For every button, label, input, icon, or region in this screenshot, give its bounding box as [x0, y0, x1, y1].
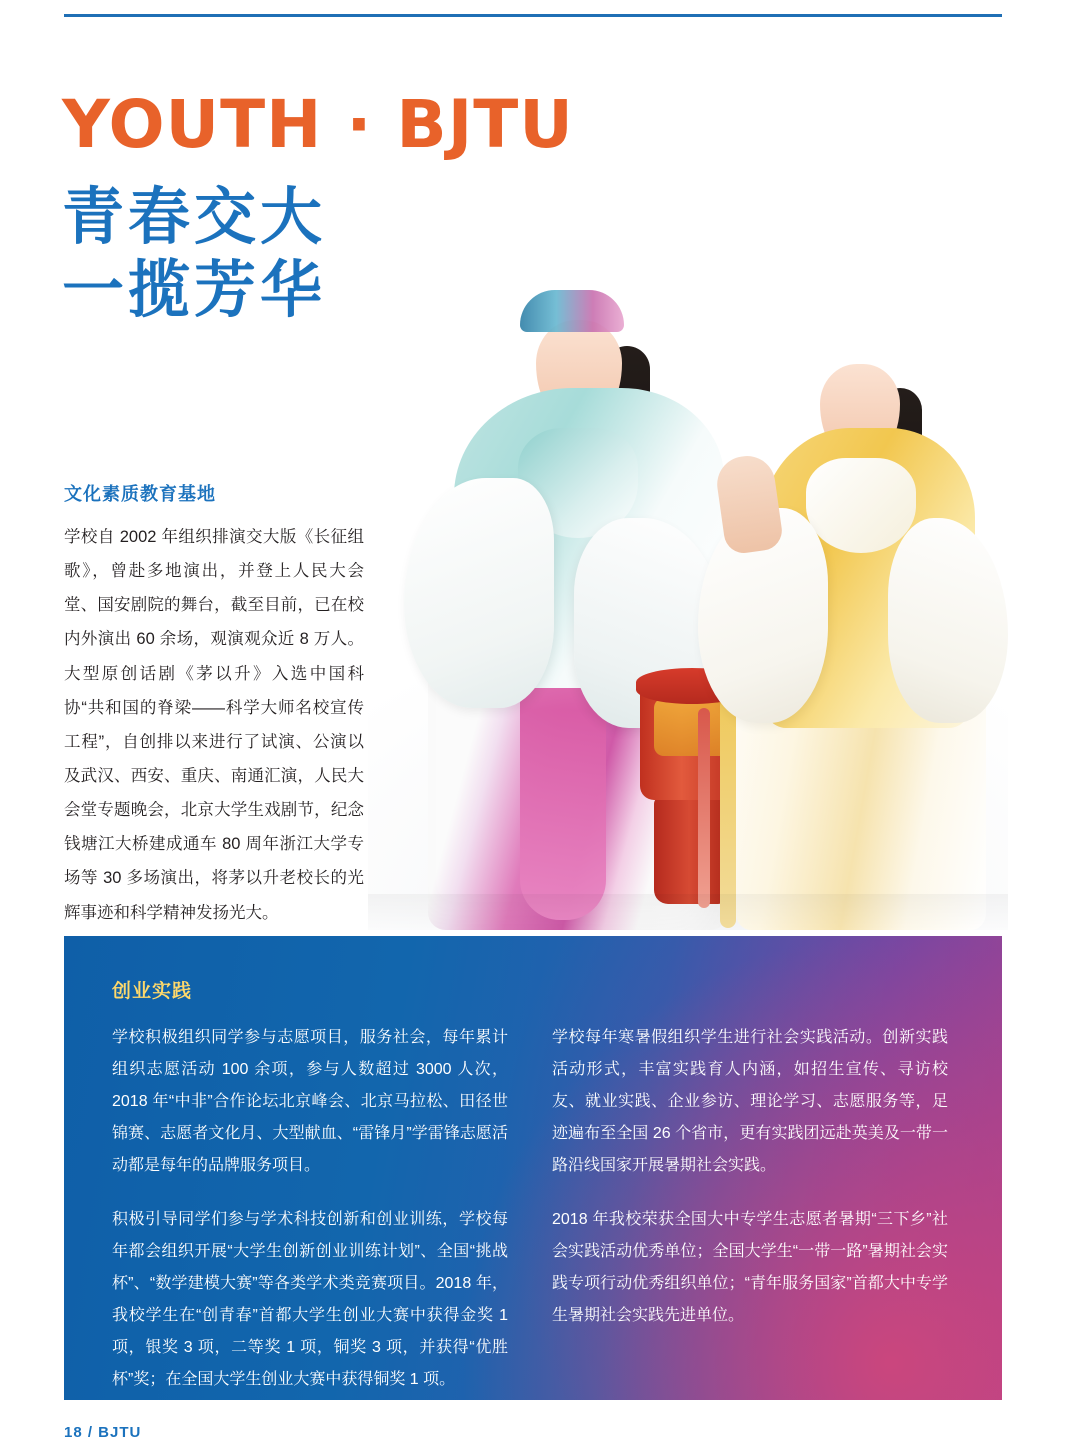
page-footer-label: 18 / BJTU	[64, 1424, 142, 1441]
panel-left-paragraph-2: 积极引导同学们参与学术科技创新和创业训练，学校每年都会组织开展“大学生创新创业训练计划”、全国“挑战杯”、“数学建模大赛”等各类学术类竞赛项目。2018 年，我校学生在“创青春”首都大学生创业大赛中获得金奖 1 项，银奖 3 项，二等奖 1 项，铜奖 3 项，并获得“优胜杯”奖；在全国大学生创业大赛中获得铜奖 1 项。	[112, 1211, 508, 1388]
performer-left-headdress	[520, 290, 624, 332]
page-title-chinese-line1: 青春交大	[62, 180, 327, 253]
section-body-culture: 学校自 2002 年组织排演交大版《长征组歌》，曾赴多地演出，并登上人民大会堂、国安剧院的舞台，截至目前，已在校内外演出 60 余场，观演观众近 8 万人。大型原创话剧《茅以升》入选中国科协“共和国的脊梁——科学大师名校宣传工程”，自创排以来进行了试演、公演以及武汉、西安、重庆、南通汇演，人民大会堂专题晚会，北京大学生戏剧节，纪念钱塘江大桥建成通车 80 周年浙江大学专场等 30 多场演出，将茅以升老校长的光辉事迹和科学精神发扬光大。	[64, 528, 364, 922]
page-title-chinese	[62, 180, 326, 326]
panel-right-paragraph-2: 2018 年我校荣获全国大中专学生志愿者暑期“三下乡”社会实践活动优秀单位；全国大学生“一带一路”暑期社会实践专项行动优秀组织单位；“青年服务国家”首都大中专学生暑期社会实践先进单位。	[552, 1211, 948, 1324]
page-title-english: YOUTH · BJTU	[62, 86, 574, 163]
performer-right-collar	[806, 458, 916, 553]
stage-floor-shadow	[368, 894, 1008, 930]
page-title-chinese-line2: 一揽芳华	[62, 253, 327, 327]
panel-right-paragraph-1: 学校每年寒暑假组织学生进行社会实践活动。创新实践活动形式，丰富实践育人内涵，如招生宣传、寻访校友、就业实践、企业参访、理论学习、志愿服务等，足迹遍布至全国 26 个省市，更有实践团远赴英美及一带一路沿线国家开展暑期社会实践。	[552, 1029, 948, 1174]
panel-column-left	[112, 1022, 508, 1418]
panel-left-paragraph-1: 学校积极组织同学参与志愿项目，服务社会，每年累计组织志愿活动 100 余项，参与人数超过 3000 人次，2018 年“中非”合作论坛北京峰会、北京马拉松、田径世锦赛、志愿者文化月、大型献血、“雷锋月”学雷锋志愿活动都是每年的品牌服务项目。	[112, 1029, 508, 1174]
stage-ribbon-red	[698, 708, 710, 908]
top-divider-rule	[64, 14, 1002, 17]
panel-heading-entrepreneurship: 创业实践	[112, 981, 193, 1002]
panel-column-right	[552, 1022, 948, 1354]
section-heading-culture: 文化素质教育基地	[64, 484, 216, 504]
practice-panel	[64, 936, 1002, 1400]
opera-performance-photo	[368, 268, 1008, 930]
